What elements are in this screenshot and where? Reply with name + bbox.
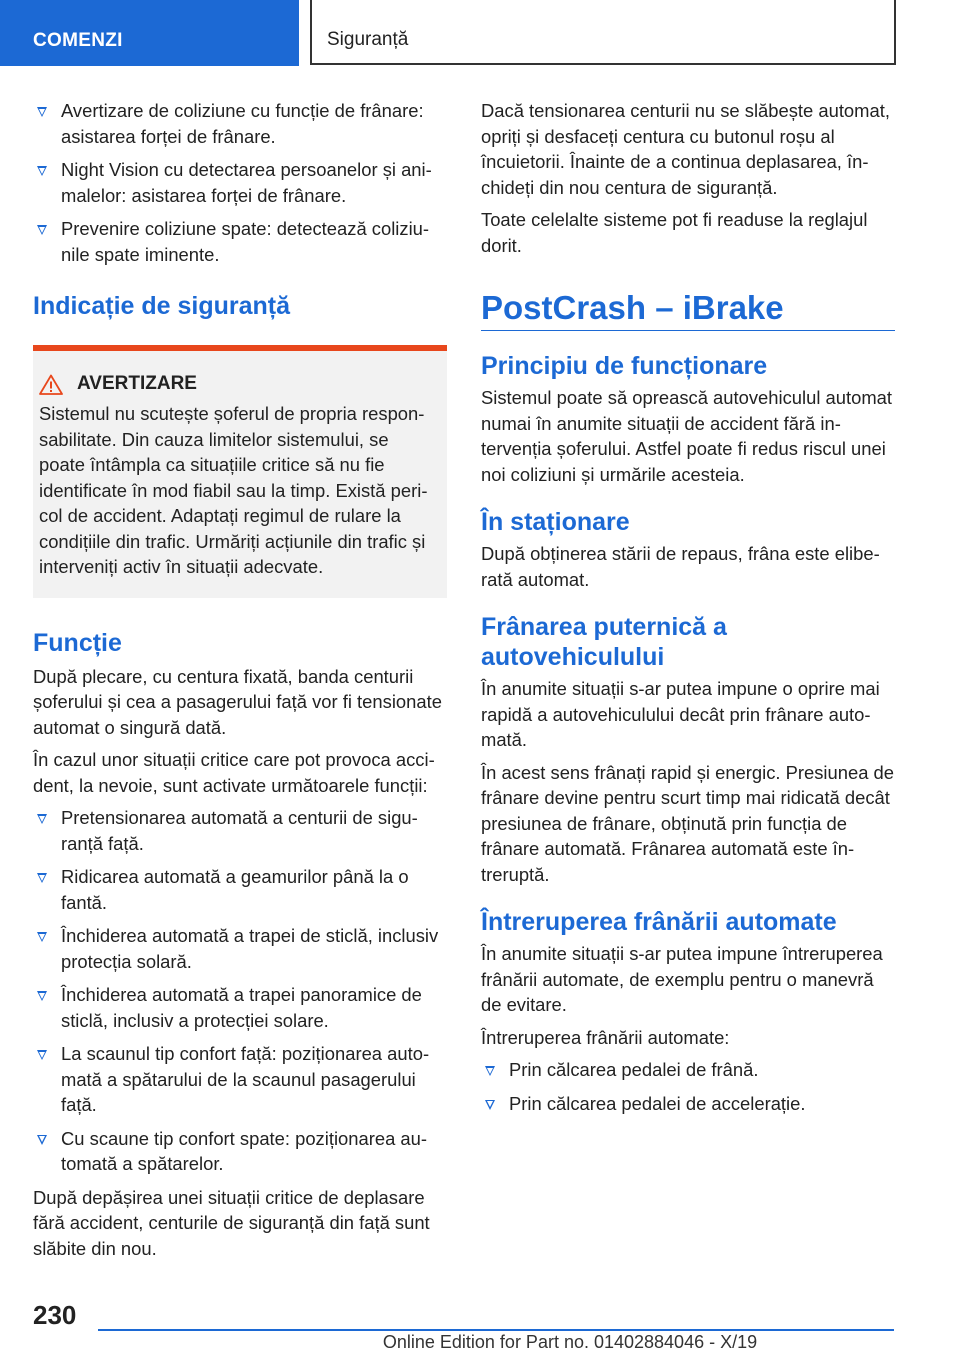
function-bullet-list [33,805,447,1177]
interrupt-heading: Întreruperea frânării automate [481,908,837,936]
triangle-bullet-icon [485,1100,495,1110]
list-item: Prevenire coliziune spate: detectează coliziunile spate iminente. [33,216,447,267]
function-paragraph-3: După depășirea unei situații critice de deplasare fără accident, centurile de siguranță din față sunt slăbite din nou. [33,1186,430,1259]
triangle-bullet-icon [37,932,47,942]
function-paragraph-1: După plecare, cu centura fixată, banda centurii șoferului și cea a pasagerului față vor fi tensionate automat o singură dată. [33,665,442,738]
function-paragraph-2: În cazul unor situații critice care pot provoca accident, la nevoie, sunt activate următoarele funcții: [33,749,435,796]
interrupt-paragraph-1: În anumite situații s-ar putea impune întreruperea frânării automate, de exemplu pentru o manevră de evitare. [481,943,883,1015]
standstill-text: După obținerea stării de repaus, frâna este eliberată automat. [481,543,880,590]
triangle-bullet-icon [485,1066,495,1076]
list-item: Cu scaune tip confort spate: poziționarea automată a spătarelor. [33,1126,447,1177]
triangle-bullet-icon [37,107,47,117]
strong-braking-paragraph-2: În acest sens frânați rapid și energic. Presiunea de frânare devine pentru scurt timp mai ridicată decât presiunea de frânare, obținută prin funcția de frânare automată. Frânarea automată este întreruptă. [481,761,894,885]
warning-box [33,345,447,598]
principle-heading: Principiu de funcționare [481,352,768,380]
header-chapter-label: Siguranță [327,29,409,50]
standstill-heading: În staționare [481,508,630,536]
principle-text: Sistemul poate să oprească autovehiculul automat numai în anumite situații de accident fără intervenția șoferului. Astfel poate fi redus riscul unei noi coliziuni și urmările acesteia. [481,387,892,485]
footer-divider [98,1329,894,1331]
list-item: Prin călcarea pedalei de accelerație. [481,1091,895,1117]
footer-edition-text: Online Edition for Part no. 01402884046 - X/19 [382,1332,758,1352]
warning-text: Sistemul nu scutește șoferul de propria responsabilitate. Din cauza limitelor sistemului, se poate întâmpla ca situațiile critice să nu fie identificate în mod fiabil sau la timp. Există pericol de accident. Adaptați regimul de rulare la condițiile din trafic. Urmăriți acțiunile din trafic și interveniți activ în situații adecvate. [39,403,428,577]
left-column [33,98,447,1268]
triangle-bullet-icon [37,873,47,883]
list-item: Închiderea automată a trapei de sticlă, inclusiv protecția solară. [33,923,447,974]
list-item: Avertizare de coliziune cu funcție de frânare: asistarea forței de frânare. [33,98,447,149]
header-section-label: COMENZI [33,30,123,51]
warning-title [39,373,439,395]
header-chapter-box [310,0,896,65]
list-item: Ridicarea automată a geamurilor până la o fantă. [33,864,447,915]
triangle-bullet-icon [37,991,47,1001]
function-heading: Funcție [33,628,122,657]
list-item: Prin călcarea pedalei de frână. [481,1057,895,1083]
footer-edition [0,1332,960,1353]
right-column [481,98,895,1124]
right-paragraph-1: Dacă tensionarea centurii nu se slăbește automat, opriți și desfaceți centura cu butonul roșu al încuietorii. Înainte de a continua deplasarea, închideți din nou centura de siguranță. [481,100,890,198]
triangle-bullet-icon [37,166,47,176]
postcrash-heading: PostCrash – iBrake [481,288,895,331]
header-section-tab [0,0,299,66]
interrupt-bullet-list [481,1057,895,1116]
strong-braking-heading: Frânarea puternică a autovehiculului [481,613,727,671]
list-item: Pretensionarea automată a centurii de siguranță față. [33,805,447,856]
warning-label: AVERTIZARE [77,373,197,394]
triangle-bullet-icon [37,225,47,235]
strong-braking-paragraph-1: În anumite situații s-ar putea impune o oprire mai rapidă a autovehiculului decât prin frânare automată. [481,678,880,750]
list-item: Închiderea automată a trapei panoramice de sticlă, inclusiv a protecției solare. [33,982,447,1033]
intro-bullet-list [33,98,447,267]
triangle-bullet-icon [37,1050,47,1060]
warning-triangle-icon [39,374,63,395]
safety-heading: Indicație de siguranță [33,292,291,320]
right-paragraph-2: Toate celelalte sisteme pot fi readuse la reglajul dorit. [481,209,868,256]
page-number: 230 [33,1300,77,1330]
triangle-bullet-icon [37,1135,47,1145]
interrupt-paragraph-2: Întreruperea frânării automate: [481,1026,730,1048]
triangle-bullet-icon [37,814,47,824]
list-item: La scaunul tip confort față: poziționarea automată a spătarului de la scaunul pasagerului față. [33,1041,447,1118]
list-item: Night Vision cu detectarea persoanelor și animalelor: asistarea forței de frânare. [33,157,447,208]
